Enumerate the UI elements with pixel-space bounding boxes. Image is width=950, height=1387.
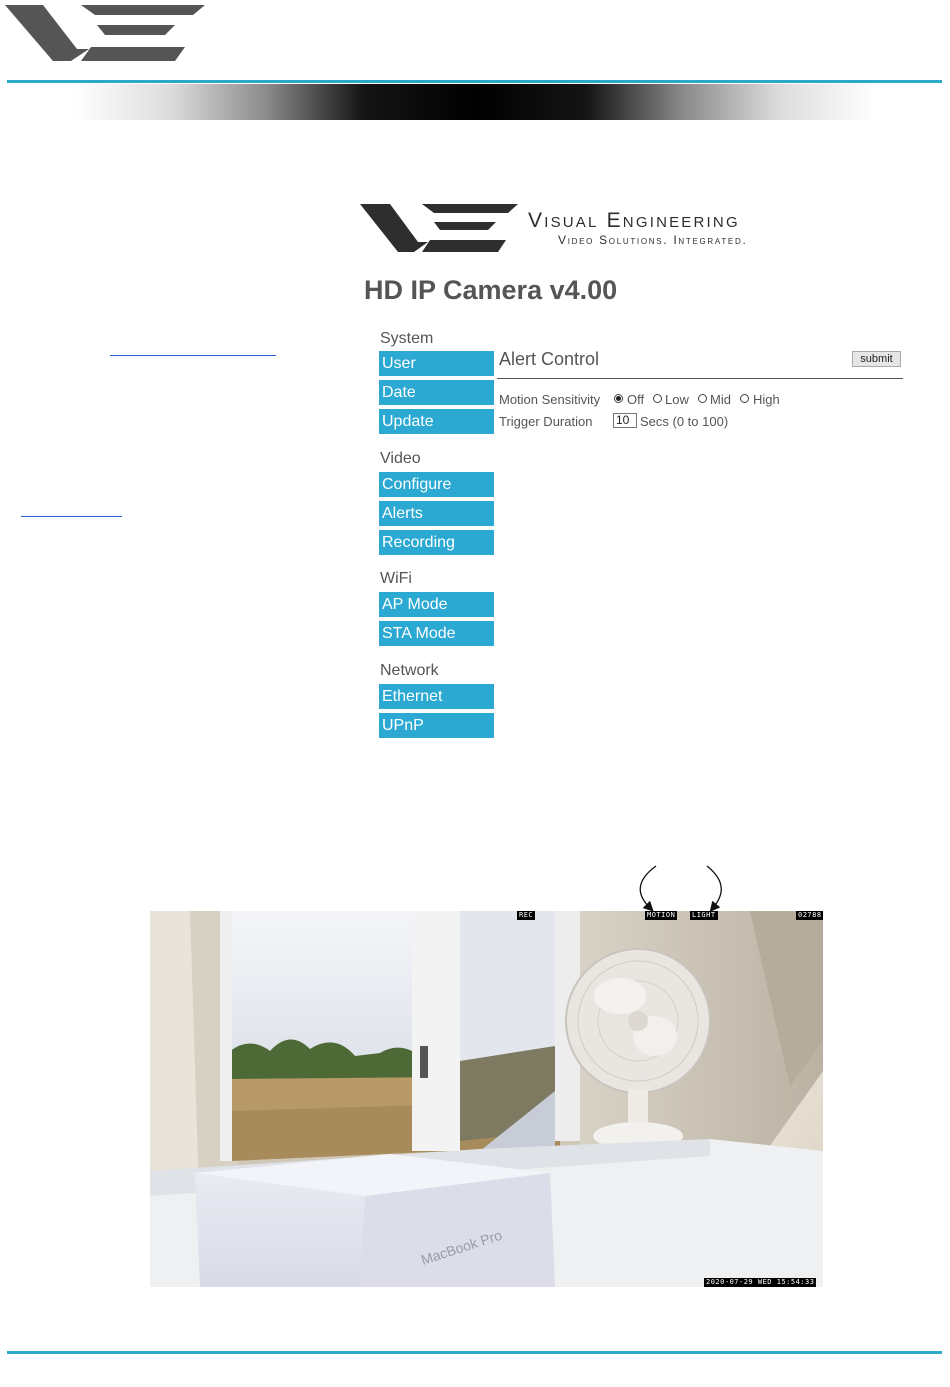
motion-off-label: Off — [627, 392, 645, 407]
nav-recording-button[interactable]: Recording — [379, 530, 494, 555]
trigger-duration-input[interactable]: 10 — [613, 413, 637, 428]
box-label: MacBook Pro — [418, 1226, 504, 1268]
nav-ethernet-button[interactable]: Ethernet — [379, 684, 494, 709]
nav-date-button[interactable]: Date — [379, 380, 494, 405]
nav-upnp-button[interactable]: UPnP — [379, 713, 494, 738]
trigger-duration-hint: Secs (0 to 100) — [640, 414, 729, 429]
osd-light: LIGHT — [692, 911, 716, 919]
brand-tagline: Video Solutions. Integrated. — [558, 233, 748, 247]
motion-low-label: Low — [665, 392, 689, 407]
ve-brand-logo-icon — [360, 200, 520, 255]
motion-off-radio[interactable] — [614, 394, 623, 403]
camera-scene-illustration — [150, 911, 823, 1287]
header-rule — [7, 80, 942, 83]
motion-sensitivity-label: Motion Sensitivity — [499, 392, 601, 407]
camera-view-image — [150, 911, 823, 1287]
page-title: HD IP Camera v4.00 — [364, 275, 618, 305]
osd-timestamp: 2020-07-29 WED 15:54:33 — [706, 1278, 815, 1286]
brand-name: Visual Engineering — [528, 209, 740, 232]
nav-sta-mode-button[interactable]: STA Mode — [379, 621, 494, 646]
motion-mid-radio[interactable] — [698, 394, 707, 403]
blank-link-1[interactable] — [110, 355, 276, 356]
nav-update-button[interactable]: Update — [379, 409, 494, 434]
nav-user-button[interactable]: User — [379, 351, 494, 376]
motion-low-radio[interactable] — [653, 394, 662, 403]
nav-ap-mode-button[interactable]: AP Mode — [379, 592, 494, 617]
footer-rule — [7, 1351, 942, 1354]
blank-link-2[interactable] — [21, 516, 122, 517]
nav-section-network: Network — [380, 662, 439, 679]
header-gradient-band — [75, 84, 875, 120]
nav-configure-button[interactable]: Configure — [379, 472, 494, 497]
osd-motion: MOTION — [647, 911, 676, 919]
nav-alerts-button[interactable]: Alerts — [379, 501, 494, 526]
form-divider — [497, 378, 903, 379]
trigger-duration-label: Trigger Duration — [499, 414, 593, 429]
ve-logo-icon — [5, 3, 205, 65]
camera-web-ui — [360, 195, 908, 750]
nav-section-wifi: WiFi — [380, 570, 412, 587]
osd-rec: REC — [519, 911, 534, 919]
osd-counter: 02788 — [798, 911, 822, 919]
motion-mid-label: Mid — [710, 392, 731, 407]
nav-section-video: Video — [380, 450, 421, 467]
submit-button[interactable]: submit — [852, 351, 901, 367]
form-title: Alert Control — [499, 349, 600, 369]
nav-section-system: System — [380, 330, 434, 347]
motion-high-radio[interactable] — [740, 394, 749, 403]
annotation-arrows-icon — [630, 862, 730, 912]
motion-high-label: High — [753, 392, 780, 407]
